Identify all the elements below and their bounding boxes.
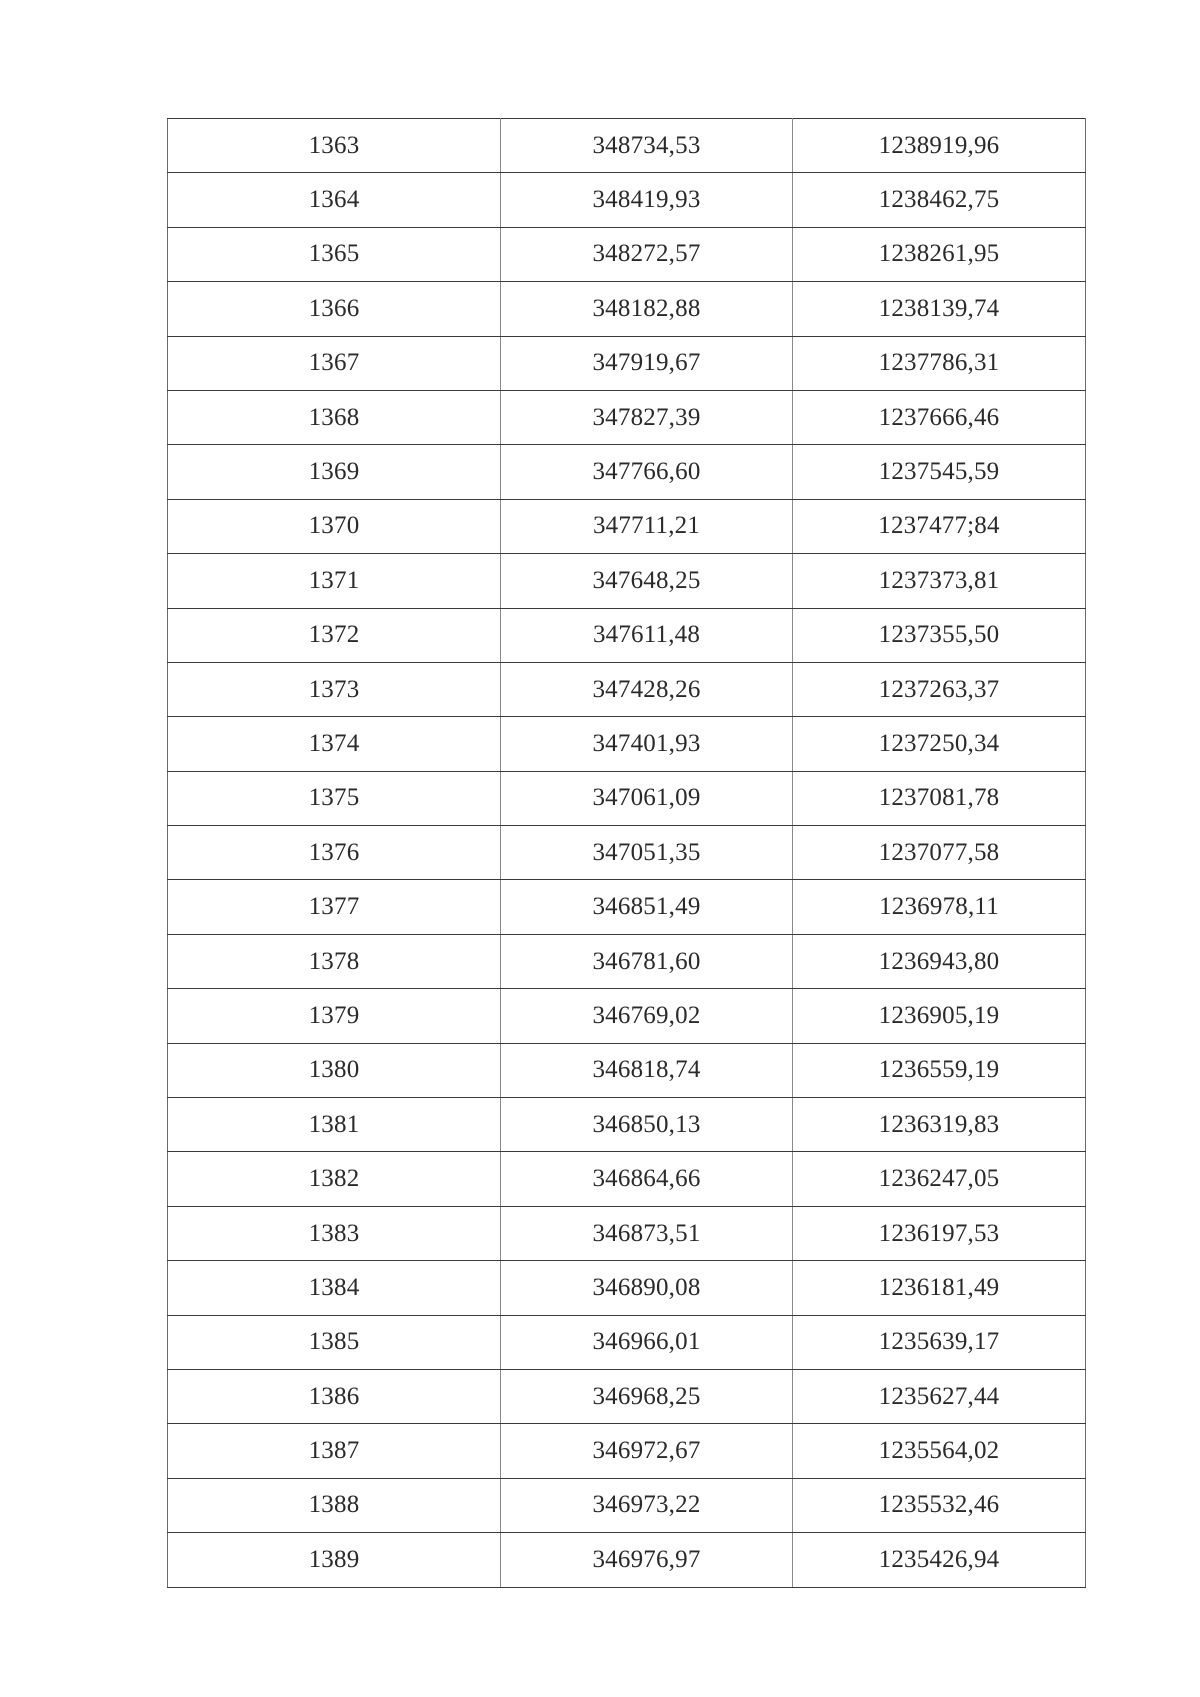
y-coordinate-cell: 1235639,17 xyxy=(793,1315,1086,1369)
table-row xyxy=(168,1478,1086,1532)
table-row xyxy=(168,771,1086,825)
x-coordinate-cell: 348734,53 xyxy=(501,119,793,173)
table-row xyxy=(168,1043,1086,1097)
table-row xyxy=(168,717,1086,771)
y-coordinate-cell: 1236247,05 xyxy=(793,1152,1086,1206)
y-coordinate-cell: 1238139,74 xyxy=(793,282,1086,336)
x-coordinate-cell: 346781,60 xyxy=(501,934,793,988)
table-row xyxy=(168,934,1086,988)
point-number-cell: 1377 xyxy=(168,880,501,934)
point-number-cell: 1366 xyxy=(168,282,501,336)
table-row xyxy=(168,1206,1086,1260)
table-row xyxy=(168,282,1086,336)
y-coordinate-cell: 1237355,50 xyxy=(793,608,1086,662)
table-row xyxy=(168,662,1086,716)
y-coordinate-cell: 1237263,37 xyxy=(793,662,1086,716)
x-coordinate-cell: 346973,22 xyxy=(501,1478,793,1532)
y-coordinate-cell: 1237250,34 xyxy=(793,717,1086,771)
x-coordinate-cell: 346890,08 xyxy=(501,1261,793,1315)
y-coordinate-cell: 1236197,53 xyxy=(793,1206,1086,1260)
y-coordinate-cell: 1235564,02 xyxy=(793,1424,1086,1478)
y-coordinate-cell: 1238261,95 xyxy=(793,227,1086,281)
table-row xyxy=(168,1098,1086,1152)
table-row xyxy=(168,989,1086,1043)
x-coordinate-cell: 347648,25 xyxy=(501,554,793,608)
point-number-cell: 1385 xyxy=(168,1315,501,1369)
coordinates-table xyxy=(167,118,1086,1588)
table-row xyxy=(168,336,1086,390)
point-number-cell: 1388 xyxy=(168,1478,501,1532)
table-row xyxy=(168,1315,1086,1369)
y-coordinate-cell: 1236978,11 xyxy=(793,880,1086,934)
table-row xyxy=(168,1261,1086,1315)
point-number-cell: 1364 xyxy=(168,173,501,227)
table-row xyxy=(168,499,1086,553)
point-number-cell: 1379 xyxy=(168,989,501,1043)
x-coordinate-cell: 346769,02 xyxy=(501,989,793,1043)
point-number-cell: 1389 xyxy=(168,1533,501,1587)
point-number-cell: 1382 xyxy=(168,1152,501,1206)
y-coordinate-cell: 1235426,94 xyxy=(793,1533,1086,1587)
y-coordinate-cell: 1236181,49 xyxy=(793,1261,1086,1315)
point-number-cell: 1368 xyxy=(168,390,501,444)
y-coordinate-cell: 1237666,46 xyxy=(793,390,1086,444)
x-coordinate-cell: 347766,60 xyxy=(501,445,793,499)
point-number-cell: 1373 xyxy=(168,662,501,716)
x-coordinate-cell: 346851,49 xyxy=(501,880,793,934)
table-row xyxy=(168,608,1086,662)
point-number-cell: 1381 xyxy=(168,1098,501,1152)
x-coordinate-cell: 348272,57 xyxy=(501,227,793,281)
point-number-cell: 1371 xyxy=(168,554,501,608)
x-coordinate-cell: 347711,21 xyxy=(501,499,793,553)
x-coordinate-cell: 346873,51 xyxy=(501,1206,793,1260)
point-number-cell: 1376 xyxy=(168,826,501,880)
x-coordinate-cell: 347827,39 xyxy=(501,390,793,444)
point-number-cell: 1375 xyxy=(168,771,501,825)
point-number-cell: 1363 xyxy=(168,119,501,173)
table-row xyxy=(168,1533,1086,1587)
point-number-cell: 1365 xyxy=(168,227,501,281)
y-coordinate-cell: 1238462,75 xyxy=(793,173,1086,227)
point-number-cell: 1384 xyxy=(168,1261,501,1315)
x-coordinate-cell: 346972,67 xyxy=(501,1424,793,1478)
y-coordinate-cell: 1235627,44 xyxy=(793,1369,1086,1423)
y-coordinate-cell: 1235532,46 xyxy=(793,1478,1086,1532)
table-row xyxy=(168,1424,1086,1478)
table-row xyxy=(168,445,1086,499)
table-row xyxy=(168,390,1086,444)
table-row xyxy=(168,1369,1086,1423)
x-coordinate-cell: 347611,48 xyxy=(501,608,793,662)
point-number-cell: 1367 xyxy=(168,336,501,390)
point-number-cell: 1372 xyxy=(168,608,501,662)
point-number-cell: 1387 xyxy=(168,1424,501,1478)
y-coordinate-cell: 1238919,96 xyxy=(793,119,1086,173)
table-row xyxy=(168,1152,1086,1206)
y-coordinate-cell: 1237077,58 xyxy=(793,826,1086,880)
x-coordinate-cell: 346818,74 xyxy=(501,1043,793,1097)
point-number-cell: 1369 xyxy=(168,445,501,499)
x-coordinate-cell: 347401,93 xyxy=(501,717,793,771)
table-row xyxy=(168,826,1086,880)
table-row xyxy=(168,227,1086,281)
x-coordinate-cell: 347051,35 xyxy=(501,826,793,880)
table-row xyxy=(168,554,1086,608)
point-number-cell: 1380 xyxy=(168,1043,501,1097)
x-coordinate-cell: 347428,26 xyxy=(501,662,793,716)
point-number-cell: 1374 xyxy=(168,717,501,771)
y-coordinate-cell: 1237477;84 xyxy=(793,499,1086,553)
x-coordinate-cell: 347919,67 xyxy=(501,336,793,390)
y-coordinate-cell: 1237373,81 xyxy=(793,554,1086,608)
x-coordinate-cell: 348182,88 xyxy=(501,282,793,336)
point-number-cell: 1370 xyxy=(168,499,501,553)
table-row xyxy=(168,119,1086,173)
point-number-cell: 1378 xyxy=(168,934,501,988)
y-coordinate-cell: 1236905,19 xyxy=(793,989,1086,1043)
table-row xyxy=(168,880,1086,934)
y-coordinate-cell: 1236319,83 xyxy=(793,1098,1086,1152)
y-coordinate-cell: 1236943,80 xyxy=(793,934,1086,988)
y-coordinate-cell: 1237081,78 xyxy=(793,771,1086,825)
y-coordinate-cell: 1236559,19 xyxy=(793,1043,1086,1097)
x-coordinate-cell: 346976,97 xyxy=(501,1533,793,1587)
x-coordinate-cell: 346850,13 xyxy=(501,1098,793,1152)
x-coordinate-cell: 346864,66 xyxy=(501,1152,793,1206)
x-coordinate-cell: 347061,09 xyxy=(501,771,793,825)
table-body xyxy=(168,119,1086,1588)
table-row xyxy=(168,173,1086,227)
y-coordinate-cell: 1237786,31 xyxy=(793,336,1086,390)
y-coordinate-cell: 1237545,59 xyxy=(793,445,1086,499)
x-coordinate-cell: 348419,93 xyxy=(501,173,793,227)
x-coordinate-cell: 346966,01 xyxy=(501,1315,793,1369)
x-coordinate-cell: 346968,25 xyxy=(501,1369,793,1423)
point-number-cell: 1386 xyxy=(168,1369,501,1423)
point-number-cell: 1383 xyxy=(168,1206,501,1260)
